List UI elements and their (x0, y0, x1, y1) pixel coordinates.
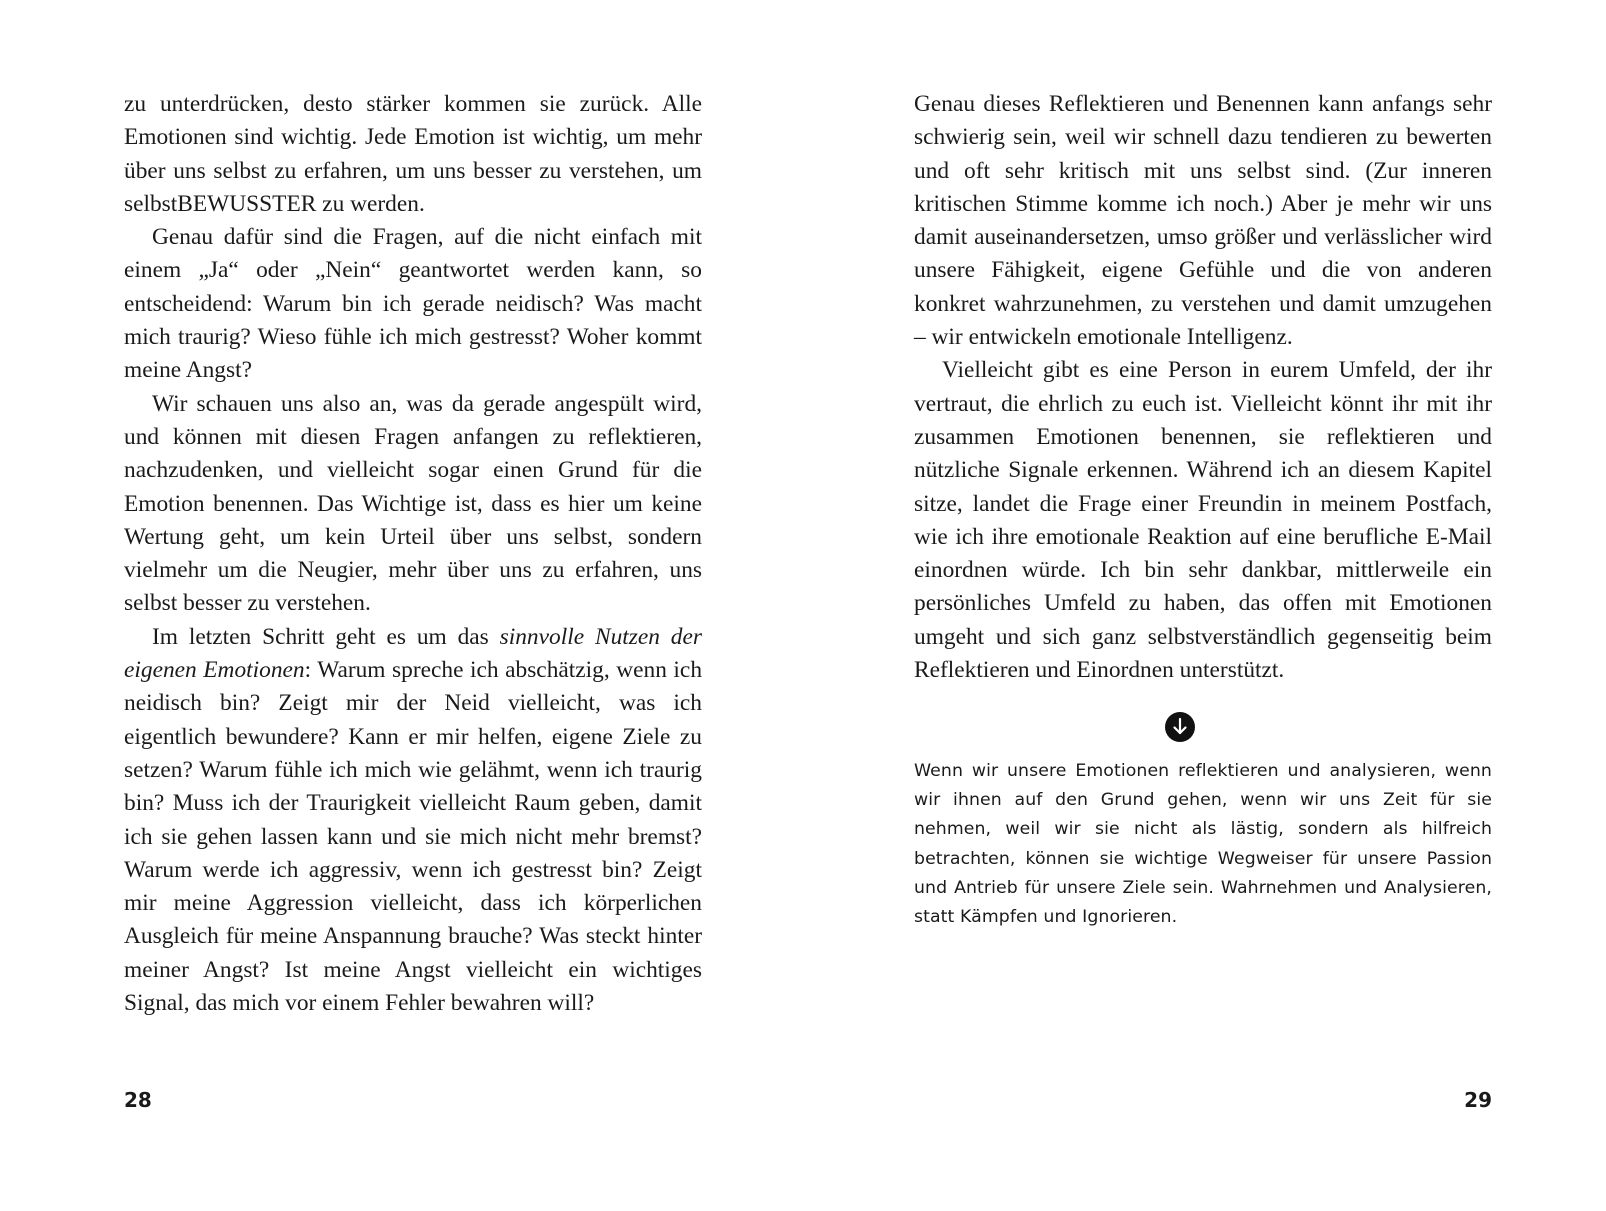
text-segment: zu unterdrücken, desto stärker kommen sie zurück. Alle Emotionen sind wichtig. Jede Emotion ist wichtig, um mehr über uns selbst zu erfahren, um uns besser zu verstehen, um selbstBEWUSSTER zu werden. (124, 91, 702, 217)
left-paragraph-3 (124, 388, 702, 621)
right-paragraph-2 (914, 354, 1492, 687)
italic-emphasis: sinnvolle Nutzen der eigenen Emotionen (124, 623, 702, 684)
right-page (803, 0, 1606, 1211)
left-paragraph-4 (124, 621, 702, 1021)
callout-text: Wenn wir unsere Emotionen reflektieren und analysieren, wenn wir ihnen auf den Grund gehen, wenn wir uns Zeit für sie nehmen, weil wir sie nicht als lästig, sondern als hilfreich betrachten, können sie wichtige Wegweiser für unsere Passion und Antrieb für unsere Ziele sein. Wahrnehmen und Analysieren, statt Kämpfen und Ignorieren. (914, 761, 1492, 928)
text-segment: Genau dieses Reflektieren und Benennen kann anfangs sehr schwierig sein, weil wir schnell dazu tendieren zu bewerten und oft sehr kritisch mit uns selbst sind. (Zur inneren kritischen Stimme komme ich noch.) Aber je mehr wir uns damit auseinandersetzen, umso größer und verlässlicher wird unsere Fähigkeit, eigene Gefühle und die von anderen konkret wahrzunehmen, zu verstehen und damit umzugehen – wir entwickeln emotionale Intelligenz. (914, 91, 1492, 351)
arrow-down-circle-icon (1164, 711, 1196, 743)
left-body-text (124, 88, 702, 1020)
text-segment: Wir schauen uns also an, was da gerade angespült wird, und können mit diesen Fragen anfangen zu reflektieren, nachzudenken, und vielleicht sogar einen Grund für die Emotion benennen. Das Wichtige ist, dass es hier um keine Wertung geht, um kein Urteil über uns selbst, sondern vielmehr um die Neugier, mehr über uns zu erfahren, uns selbst besser zu verstehen. (124, 390, 702, 617)
text-segment: : Warum spreche ich abschätzig, wenn ich neidisch bin? Zeigt mir der Neid vielleicht, was ich eigentlich bewundere? Kann er mir helfen, eigene Ziele zu setzen? Warum fühle ich mich wie gelähmt, wenn ich traurig bin? Muss ich der Traurigkeit vielleicht Raum geben, damit ich sie gehen lassen kann und sie mich nicht mehr bremst? Warum werde ich aggressiv, wenn ich gestresst bin? Zeigt mir meine Aggression vielleicht, dass ich körperlichen Ausgleich für meine Anspannung brauche? Was steckt hinter meiner Angst? Ist meine Angst vielleicht ein wichtiges Signal, das mich vor einem Fehler bewahren will? (124, 657, 703, 1017)
summary-callout (914, 757, 1492, 932)
left-paragraph-2 (124, 221, 702, 387)
page-number-left: 28 (124, 1088, 152, 1112)
page-number-right: 29 (1464, 1088, 1492, 1112)
left-paragraph-1 (124, 88, 702, 221)
text-segment: Vielleicht gibt es eine Person in eurem Umfeld, der ihr vertraut, die ehrlich zu euch ist. Vielleicht könnt ihr mit ihr zusammen Emotionen benennen, sie reflektieren und nützliche Signale erkennen. Während ich an diesem Kapitel sitze, landet die Frage einer Freundin in meinem Postfach, wie ich ihre emotionale Reaktion auf eine berufliche E-Mail einordnen würde. Ich bin sehr dankbar, mittlerweile ein persönliches Umfeld zu haben, das offen mit Emotionen umgeht und sich ganz selbstverständlich gegenseitig beim Reflektieren und Einordnen unterstützt. (914, 357, 1492, 684)
right-paragraph-1 (914, 88, 1492, 354)
text-segment: Im letzten Schritt geht es um das (152, 623, 500, 650)
text-segment: Genau dafür sind die Fragen, auf die nicht einfach mit einem „Ja“ oder „Nein“ geantwortet werden kann, so entscheidend: Warum bin ich gerade neidisch? Was macht mich traurig? Wieso fühle ich mich gestresst? Woher kommt meine Angst? (124, 224, 702, 384)
right-body-text (914, 88, 1492, 687)
